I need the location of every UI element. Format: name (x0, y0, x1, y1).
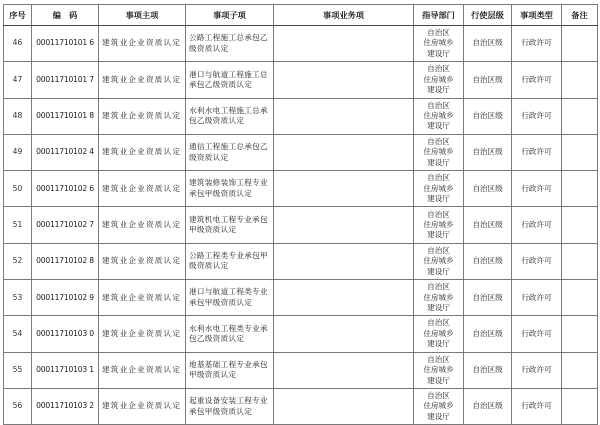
row-seq (4, 207, 32, 243)
row-business-item (274, 98, 414, 134)
row-code-text: 00011710102 6 (36, 183, 94, 193)
row-item-type-text: 行政许可 (521, 183, 552, 193)
row-business-item (274, 62, 414, 98)
row-guide-dept (414, 207, 464, 243)
row-main-item-text: 建筑业企业资质认定 (102, 111, 182, 121)
row-guide-dept-text: 自治区 住房城乡 建设厅 (423, 64, 454, 95)
row-seq-text: 51 (12, 219, 23, 229)
row-level (464, 388, 512, 424)
row-seq (4, 352, 32, 388)
row-sub-item-text: 水利水电工程类专业承包乙级资质认定 (189, 323, 268, 344)
row-item-type-text: 行政许可 (521, 219, 552, 229)
row-code (32, 171, 99, 207)
row-level (464, 134, 512, 170)
row-code-text: 00011710103 2 (36, 401, 94, 411)
row-remarks (562, 280, 598, 316)
row-code-text: 00011710101 7 (36, 74, 94, 84)
row-guide-dept-text: 自治区 住房城乡 建设厅 (423, 354, 454, 385)
row-guide-dept (414, 26, 464, 62)
row-sub-item (186, 171, 274, 207)
row-code-text: 00011710102 9 (36, 292, 94, 302)
row-sub-item-text: 水利水电工程施工总承包乙级资质认定 (189, 105, 268, 126)
row-sub-item-text: 通信工程施工总承包乙级资质认定 (189, 142, 268, 162)
row-level-text: 自治区级 (472, 256, 503, 266)
row-sub-item (186, 134, 274, 170)
row-main-item-text: 建筑业企业资质认定 (102, 256, 182, 266)
row-item-type-text: 行政许可 (521, 401, 552, 411)
row-sub-item-text: 港口与航道工程施工总承包乙级资质认定 (189, 69, 268, 89)
row-main-item-text: 建筑业企业资质认定 (102, 401, 182, 411)
row-code (32, 26, 99, 62)
row-sub-item-text: 港口与航道工程类专业承包甲级资质认定 (189, 287, 268, 307)
row-code (32, 280, 99, 316)
row-main-item (99, 316, 186, 352)
table-row (4, 134, 598, 170)
table-row (4, 388, 598, 424)
row-guide-dept-text: 自治区 住房城乡 建设厅 (423, 282, 454, 312)
row-level (464, 243, 512, 279)
row-guide-dept-text: 自治区 住房城乡 建设厅 (423, 391, 454, 421)
row-code-text: 00011710101 8 (36, 111, 94, 121)
row-level (464, 171, 512, 207)
row-code-text: 00011710102 4 (36, 147, 94, 157)
table-row (4, 26, 598, 62)
row-remarks (562, 98, 598, 134)
row-remarks (562, 352, 598, 388)
table-row (4, 171, 598, 207)
row-code-text: 00011710103 0 (36, 328, 94, 338)
row-business-item (274, 171, 414, 207)
row-guide-dept-text: 自治区 住房城乡 建设厅 (423, 28, 454, 58)
row-main-item (99, 26, 186, 62)
row-item-type (512, 26, 562, 62)
table-row (4, 352, 598, 388)
row-business-item (274, 352, 414, 388)
row-guide-dept-text: 自治区 住房城乡 建设厅 (423, 245, 454, 276)
row-seq (4, 316, 32, 352)
row-main-item (99, 243, 186, 279)
row-remarks (562, 243, 598, 279)
row-guide-dept (414, 280, 464, 316)
row-business-item (274, 243, 414, 279)
row-guide-dept (414, 316, 464, 352)
row-seq (4, 280, 32, 316)
row-main-item-text: 建筑业企业资质认定 (102, 219, 182, 229)
row-main-item-text: 建筑业企业资质认定 (102, 292, 182, 302)
table-row (4, 316, 598, 352)
row-level-text: 自治区级 (472, 328, 503, 338)
row-item-type-text: 行政许可 (521, 292, 552, 302)
row-guide-dept-text: 自治区 住房城乡 建设厅 (423, 100, 454, 131)
row-sub-item (186, 280, 274, 316)
row-sub-item-text: 起重设备安装工程专业承包甲级资质认定 (189, 396, 268, 416)
row-code-text: 00011710102 8 (36, 256, 94, 266)
row-main-item (99, 388, 186, 424)
item-catalog-table (3, 4, 598, 425)
row-level-text: 自治区级 (472, 111, 503, 121)
row-main-item-text: 建筑业企业资质认定 (102, 365, 182, 375)
header-item-type: 事项类型 (512, 5, 562, 26)
row-guide-dept (414, 134, 464, 170)
row-code (32, 388, 99, 424)
row-seq-text: 47 (12, 74, 23, 84)
row-level (464, 207, 512, 243)
header-guide-dept: 指导部门 (414, 5, 464, 26)
row-level-text: 自治区级 (472, 183, 503, 193)
row-main-item (99, 134, 186, 170)
row-guide-dept (414, 388, 464, 424)
row-code (32, 134, 99, 170)
row-sub-item-text: 公路工程施工总承包乙级资质认定 (189, 33, 268, 53)
row-main-item (99, 352, 186, 388)
row-guide-dept-text: 自治区 住房城乡 建设厅 (423, 318, 454, 349)
table-row (4, 243, 598, 279)
row-code (32, 98, 99, 134)
row-guide-dept-text: 自治区 住房城乡 建设厅 (423, 173, 454, 204)
header-remarks: 备注 (562, 5, 598, 26)
row-seq-text: 54 (12, 328, 23, 338)
row-sub-item (186, 243, 274, 279)
row-item-type (512, 134, 562, 170)
row-seq-text: 48 (12, 111, 23, 121)
row-sub-item-text: 地基基础工程专业承包甲级资质认定 (189, 359, 268, 380)
row-main-item-text: 建筑业企业资质认定 (102, 328, 182, 338)
row-level (464, 26, 512, 62)
row-seq-text: 50 (12, 183, 23, 193)
row-guide-dept (414, 243, 464, 279)
row-sub-item (186, 98, 274, 134)
header-code: 编 码 (32, 5, 99, 26)
row-seq (4, 134, 32, 170)
row-main-item-text: 建筑业企业资质认定 (102, 183, 182, 193)
row-business-item (274, 134, 414, 170)
row-code-text: 00011710103 1 (36, 365, 94, 375)
row-item-type (512, 98, 562, 134)
row-main-item-text: 建筑业企业资质认定 (102, 74, 182, 84)
row-item-type-text: 行政许可 (521, 256, 552, 266)
row-remarks (562, 171, 598, 207)
row-main-item (99, 171, 186, 207)
row-item-type (512, 280, 562, 316)
row-guide-dept-text: 自治区 住房城乡 建设厅 (423, 136, 454, 167)
row-sub-item (186, 62, 274, 98)
row-sub-item (186, 352, 274, 388)
header-sub-item: 事项子项 (186, 5, 274, 26)
row-item-type-text: 行政许可 (521, 365, 552, 375)
header-business-item: 事项业务项 (274, 5, 414, 26)
row-item-type (512, 352, 562, 388)
row-item-type-text: 行政许可 (521, 328, 552, 338)
header-main-item: 事项主项 (99, 5, 186, 26)
row-level-text: 自治区级 (472, 147, 503, 157)
row-business-item (274, 316, 414, 352)
row-business-item (274, 26, 414, 62)
row-item-type (512, 171, 562, 207)
row-sub-item (186, 388, 274, 424)
row-seq-text: 53 (12, 292, 23, 302)
row-level (464, 280, 512, 316)
row-seq-text: 49 (12, 147, 23, 157)
row-seq (4, 388, 32, 424)
row-sub-item (186, 26, 274, 62)
row-sub-item-text: 建筑机电工程专业承包甲级资质认定 (189, 214, 268, 235)
table-header-row (4, 5, 598, 26)
row-code-text: 00011710102 7 (36, 219, 94, 229)
header-seq: 序号 (4, 5, 32, 26)
row-level (464, 98, 512, 134)
row-remarks (562, 207, 598, 243)
row-item-type-text: 行政许可 (521, 74, 552, 84)
row-item-type (512, 207, 562, 243)
row-remarks (562, 62, 598, 98)
row-code (32, 207, 99, 243)
row-item-type (512, 243, 562, 279)
row-seq-text: 46 (12, 38, 23, 48)
row-main-item (99, 280, 186, 316)
row-main-item (99, 62, 186, 98)
row-seq (4, 62, 32, 98)
row-item-type-text: 行政许可 (521, 38, 552, 48)
row-level-text: 自治区级 (472, 219, 503, 229)
row-seq-text: 52 (12, 256, 23, 266)
row-seq-text: 55 (12, 365, 23, 375)
row-code (32, 352, 99, 388)
row-level (464, 352, 512, 388)
row-level (464, 62, 512, 98)
row-remarks (562, 316, 598, 352)
row-sub-item-text: 建筑装修装饰工程专业承包甲级资质认定 (189, 178, 268, 198)
row-code (32, 316, 99, 352)
row-remarks (562, 388, 598, 424)
row-main-item-text: 建筑业企业资质认定 (102, 147, 182, 157)
row-guide-dept (414, 352, 464, 388)
row-seq-text: 56 (12, 401, 23, 411)
row-seq (4, 171, 32, 207)
row-level-text: 自治区级 (472, 38, 503, 48)
row-seq (4, 243, 32, 279)
row-code (32, 243, 99, 279)
row-level-text: 自治区级 (472, 365, 503, 375)
row-business-item (274, 388, 414, 424)
row-guide-dept (414, 171, 464, 207)
row-guide-dept-text: 自治区 住房城乡 建设厅 (423, 209, 454, 240)
row-sub-item-text: 公路工程类专业承包甲级资质认定 (189, 251, 268, 271)
row-code (32, 62, 99, 98)
row-sub-item (186, 316, 274, 352)
row-sub-item (186, 207, 274, 243)
table-row (4, 280, 598, 316)
row-level (464, 316, 512, 352)
row-item-type (512, 316, 562, 352)
row-seq (4, 26, 32, 62)
header-level: 行使层级 (464, 5, 512, 26)
row-business-item (274, 207, 414, 243)
table-row (4, 207, 598, 243)
row-code-text: 00011710101 6 (36, 38, 94, 48)
row-item-type (512, 388, 562, 424)
row-level-text: 自治区级 (472, 74, 503, 84)
row-business-item (274, 280, 414, 316)
row-level-text: 自治区级 (472, 401, 503, 411)
row-item-type-text: 行政许可 (521, 147, 552, 157)
row-remarks (562, 26, 598, 62)
row-seq (4, 98, 32, 134)
row-main-item (99, 98, 186, 134)
row-guide-dept (414, 98, 464, 134)
table-row (4, 98, 598, 134)
table-row (4, 62, 598, 98)
row-main-item (99, 207, 186, 243)
row-level-text: 自治区级 (472, 292, 503, 302)
row-item-type (512, 62, 562, 98)
row-main-item-text: 建筑业企业资质认定 (102, 38, 182, 48)
row-guide-dept (414, 62, 464, 98)
row-remarks (562, 134, 598, 170)
row-item-type-text: 行政许可 (521, 111, 552, 121)
